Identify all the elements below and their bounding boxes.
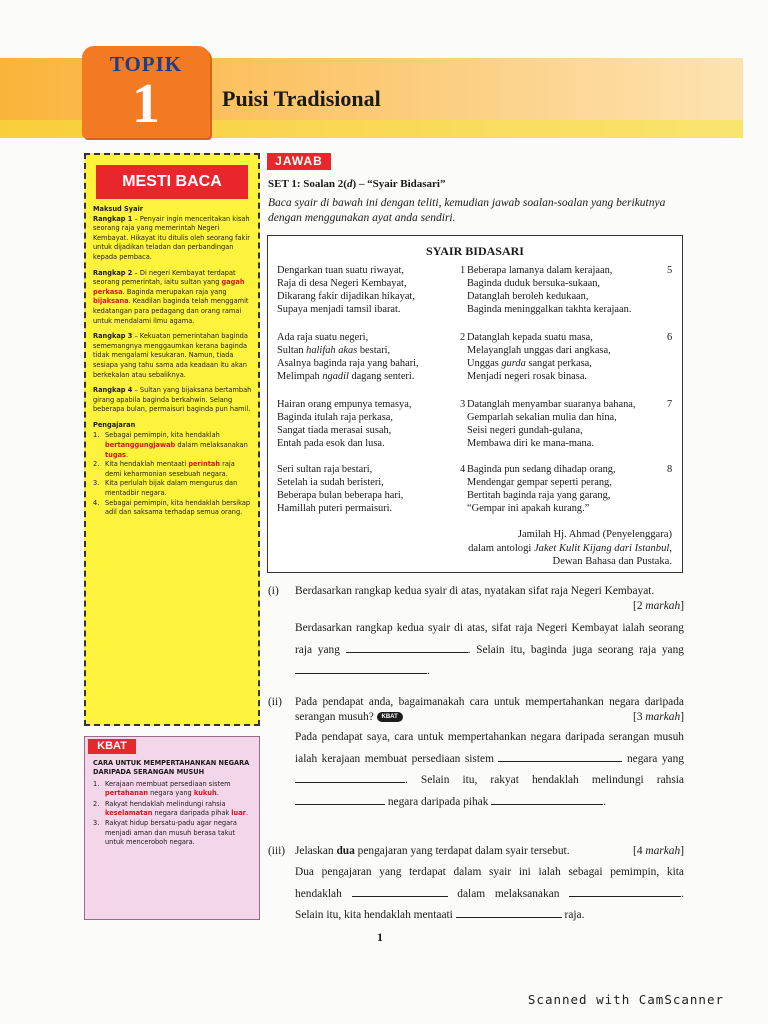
poem-credit: Jamilah Hj. Ahmad (Penyelenggara) dalam antologi Jaket Kulit Kijang dari Istanbul, Dewan Bahasa dan Pustaka. <box>468 529 672 567</box>
answer-blank[interactable] <box>346 642 468 653</box>
list-item: 3. Rakyat hidup bersatu-padu agar negara menjadi aman dan musuh berasa takut untuk menceroboh negara. <box>93 819 237 847</box>
pengajaran-title: Pengajaran <box>93 420 136 429</box>
rangkap-2: Rangkap 2 – Di negeri Kembayat terdapat seorang pemerintah, iaitu sultan yang gagah perkasa. Baginda merupakan raja yang bijaksana. Keadilan baginda telah menggamit kedatangan para pedagang dan orang ramai untuk mendalami ilmu agama. <box>93 268 249 325</box>
kbat-list <box>93 780 255 848</box>
topic-label: TOPIK <box>109 52 183 76</box>
kbat-title: CARA UNTUK MEMPERTAHANKAN NEGARA DARIPADA SERANGAN MUSUH <box>93 759 250 777</box>
stanza-6: Datanglah kepada suatu masa, Melayanglah unggas dari angkasa, Unggas gurda sangat perkasa, Menjadi negeri rosak binasa. 6 <box>467 332 673 382</box>
list-item: 1. Kerajaan membuat persediaan sistem pertahanan negara yang kukuh. <box>93 779 231 798</box>
kbat-badge: KBAT <box>377 712 403 722</box>
question-1-marks: [2 markah] <box>633 600 684 612</box>
question-1: (i) Berdasarkan rangkap kedua syair di atas, nyatakan sifat raja Negeri Kembayat. [2 markah] <box>268 585 684 612</box>
topic-title: Puisi Tradisional <box>222 86 381 111</box>
stanza-5: Beberapa lamanya dalam kerajaan, Baginda duduk bersuka-sukaan, Datanglah beroleh kedukaan, Baginda meninggalkan takhta kerajaan. 5 <box>467 265 673 315</box>
question-3-marks: [4 markah] <box>633 845 684 857</box>
list-item: 2. Rakyat hendaklah melindungi rahsia keselamatan negara daripada pihak luar. <box>93 799 249 818</box>
answer-blank[interactable] <box>498 751 622 762</box>
stanza-7: Datanglah menyambar suaranya bahana, Gemparlah sekalian mulia dan hina, Seisi negeri gundah-gulana, Membawa diri ke mana-mana. 7 <box>467 399 673 449</box>
stanza-4: Seri sultan raja bestari, Setelah ia sudah beristeri, Beberapa bulan beberapa hari, Hamillah puteri permaisuri. 4 <box>277 464 466 514</box>
rangkap-4: Rangkap 4 – Sultan yang bijaksana bertambah girang apabila baginda berkahwin. Selang beberapa bulan, permaisuri baginda pun hamil. <box>93 386 252 414</box>
stanza-2: Ada raja suatu negeri, Sultan halifah akas bestari, Asalnya baginda raja yang bahari, Melimpah ngadil dagang senteri. 2 <box>277 332 466 382</box>
answer-blank[interactable] <box>569 886 681 897</box>
answer-blank[interactable] <box>491 794 603 805</box>
list-item: 3. Kita perlulah bijak dalam mengurus dan mentadbir negara. <box>93 479 238 498</box>
rangkap-3: Rangkap 3 – Kekuatan pemerintahan baginda sememangnya menggaumkan kerana baginda tidak mengalami kesukaran. Namun, tiada sesiapa yang tahu sama ada keadaan itu akan berkekalan atau sebaliknya. <box>93 332 248 379</box>
answer-1: Berdasarkan rangkap kedua syair di atas, sifat raja Negeri Kembayat ialah seorang raja yang . Selain itu, baginda juga seorang raja yang . <box>295 622 684 677</box>
page-number: 1 <box>377 930 383 944</box>
list-item: 2. Kita hendaklah mentaati perintah raja demi keharmonian sesebuah negara. <box>93 460 235 478</box>
answer-blank[interactable] <box>295 794 385 805</box>
question-3: (iii) Jelaskan dua pengajaran yang terdapat dalam syair tersebut. [4 markah] <box>268 845 684 857</box>
mesti-baca-heading: MESTI BACA <box>96 165 248 199</box>
answer-blank[interactable] <box>295 663 427 674</box>
poem-title: SYAIR BIDASARI <box>426 244 524 258</box>
mesti-baca-body <box>93 205 253 518</box>
stanza-8: Baginda pun sedang dihadap orang, Mendengar gempar seperti perang, Bertitah baginda raja yang garang, “Gempar ini apakah kurang.” 8 <box>467 464 673 514</box>
list-item: 1. Sebagai pemimpin, kita hendaklah bertanggungjawab dalam melaksanakan tugas. <box>93 431 248 459</box>
stanza-3: Hairan orang empunya temasya, Baginda itulah raja perkasa, Sangat tiada merasai susah, Entah pada esok dan lusa. 3 <box>277 399 466 449</box>
answer-3: Dua pengajaran yang terdapat dalam syair ini ialah sebagai pemimpin, kita hendaklah dalam melaksanakan . Selain itu, kita hendaklah mentaati raja. <box>295 866 684 921</box>
answer-blank[interactable] <box>456 907 562 918</box>
topic-tab <box>82 46 210 138</box>
maksud-syair-title: Maksud Syair <box>93 205 144 213</box>
pengajaran-list <box>93 431 253 517</box>
answer-2: Pada pendapat saya, cara untuk mempertahankan negara daripada serangan musuh ialah kerajaan membuat persediaan sistem negara yang . Selain itu, rakyat hendaklah melindungi rahsia negara daripada pihak . <box>295 731 684 808</box>
scanner-watermark: Scanned with CamScanner <box>527 992 724 1007</box>
set-heading: SET 1: Soalan 2(d) – “Syair Bidasari” <box>268 178 446 190</box>
instructions: Baca syair di bawah ini dengan teliti, kemudian jawab soalan-soalan yang berikutnya dengan menggunakan ayat anda sendiri. <box>268 197 666 224</box>
kbat-label: KBAT <box>88 739 136 754</box>
list-item: 4. Sebagai pemimpin, kita hendaklah bersikap adil dan saksama terhadap semua orang. <box>93 498 251 517</box>
question-2-marks: [3 markah] <box>633 711 684 723</box>
topic-number: 1 <box>132 73 160 135</box>
poem-box <box>267 235 683 573</box>
kbat-box <box>84 736 260 920</box>
question-2: (ii) Pada pendapat anda, bagaimanakah cara untuk mempertahankan negara daripada serangan musuh? KBAT [3 markah] <box>268 696 684 723</box>
kbat-body <box>93 759 255 849</box>
answer-blank[interactable] <box>352 886 448 897</box>
jawab-label: JAWAB <box>267 153 331 170</box>
answer-blank[interactable] <box>295 772 405 783</box>
mesti-baca-box <box>84 153 260 726</box>
rangkap-1: Rangkap 1 – Penyair ingin menceritakan kisah seorang raja yang memerintah Negeri Kembayat. Hikayat itu ditulis oleh seorang fakir untuk dijadikan teladan dan perbandingan kepada pembaca. <box>93 214 250 261</box>
stanza-1: Dengarkan tuan suatu riwayat, Raja di desa Negeri Kembayat, Dikarang fakir dijadikan hikayat, Supaya menjadi tamsil ibarat. 1 <box>277 265 466 315</box>
